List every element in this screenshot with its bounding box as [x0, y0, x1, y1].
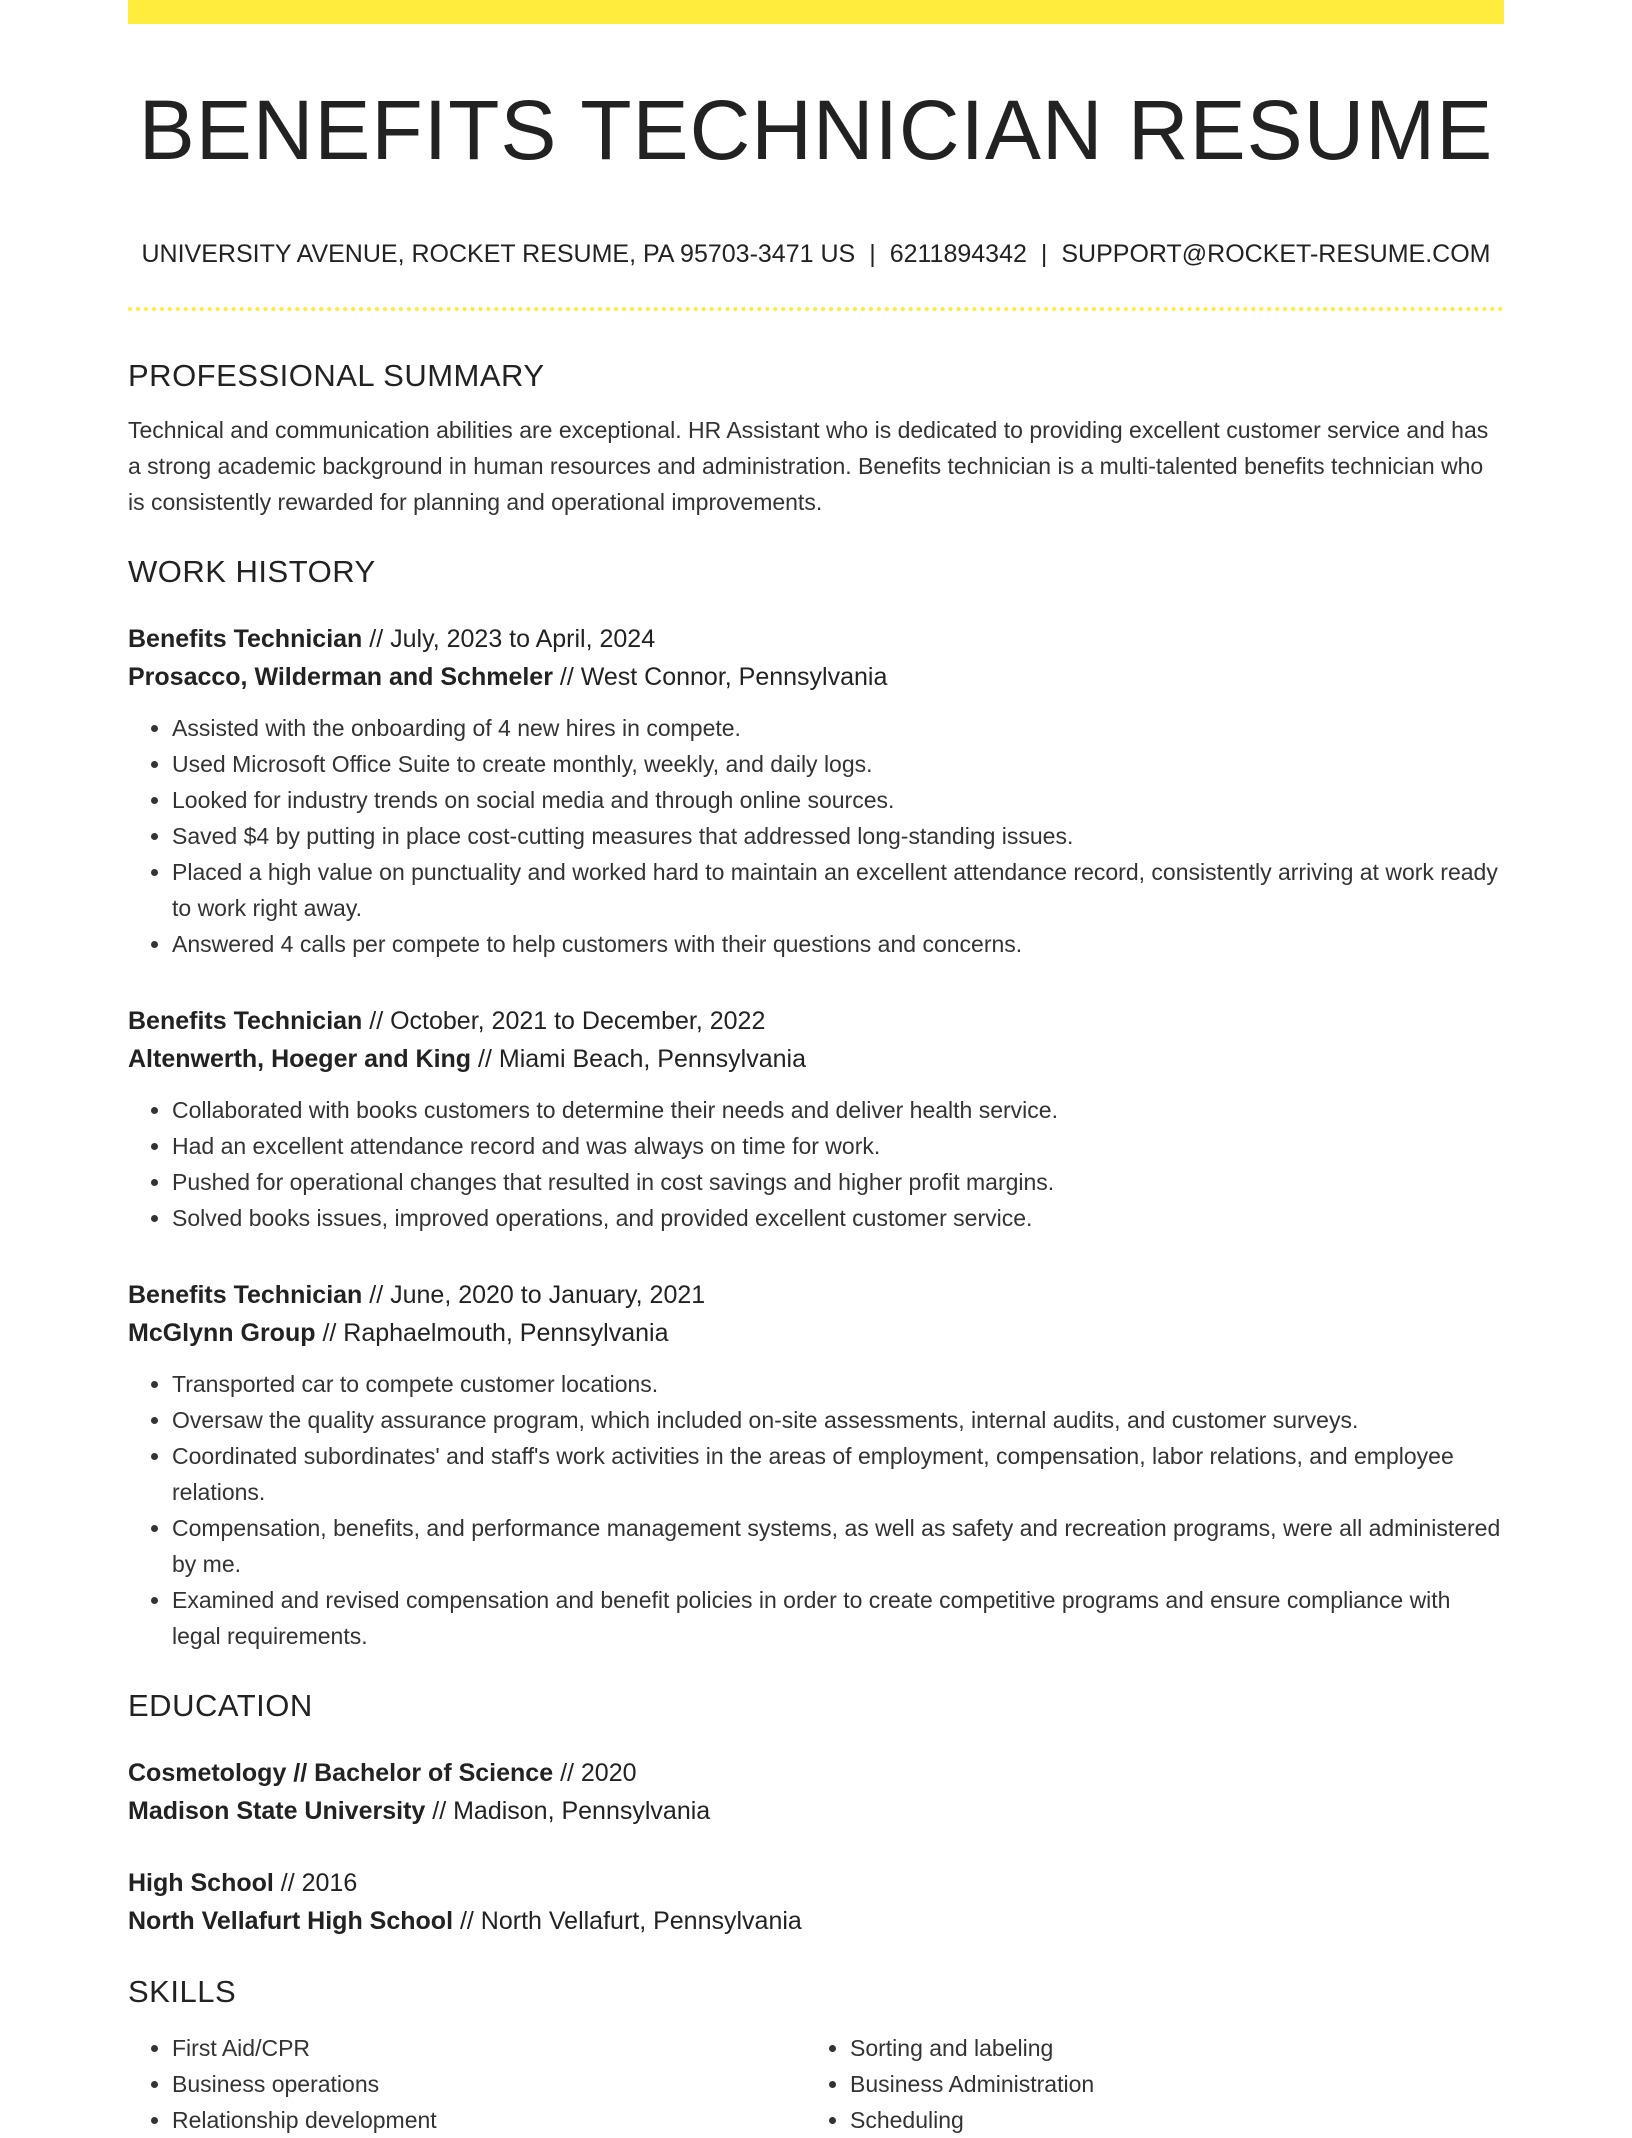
education-school: Madison State University	[128, 1797, 426, 1825]
job-location: // Raphaelmouth, Pennsylvania	[315, 1319, 669, 1347]
skill-item: • Business operations	[172, 2066, 806, 2102]
skill-item: • First Aid/CPR	[172, 2030, 806, 2066]
education-degree-line	[128, 1754, 1504, 1792]
job-company-line	[128, 658, 1504, 696]
job-bullet: • Assisted with the onboarding of 4 new hires in compete.	[172, 710, 1504, 746]
education-degree-line	[128, 1864, 1504, 1902]
education-location: // Madison, Pennsylvania	[425, 1797, 711, 1825]
job-bullet: • Compensation, benefits, and performance management systems, as well as safety and recreation programs, were all administered by me.	[172, 1510, 1504, 1582]
skills-heading: SKILLS	[128, 1974, 237, 2009]
job-bullet: • Answered 4 calls per compete to help customers with their questions and concerns.	[172, 926, 1504, 962]
job-company-line	[128, 1314, 1504, 1352]
job-location: // West Connor, Pennsylvania	[552, 663, 888, 691]
summary-section	[128, 350, 1504, 520]
job-entry	[128, 1276, 1504, 1654]
contact-address: UNIVERSITY AVENUE, ROCKET RESUME, PA 95703-3471 US	[141, 240, 856, 268]
contact-separator: |	[1040, 240, 1048, 268]
dotted-divider	[128, 307, 1504, 311]
job-bullet: • Pushed for operational changes that resulted in cost savings and higher profit margins.	[172, 1164, 1504, 1200]
job-bullet: • Placed a high value on punctuality and worked hard to maintain an excellent attendance record, consistently arriving at work ready to work right away.	[172, 854, 1504, 926]
skills-section	[128, 1966, 1504, 2138]
skills-list-left	[128, 2030, 806, 2138]
work-history-heading: WORK HISTORY	[128, 554, 376, 589]
education-location: // North Vellafurt, Pennsylvania	[453, 1907, 802, 1935]
education-heading: EDUCATION	[128, 1688, 313, 1723]
job-bullets	[128, 1092, 1504, 1236]
skills-list-right	[806, 2030, 1484, 2138]
skill-item: • Sorting and labeling	[850, 2030, 1484, 2066]
education-school: North Vellafurt High School	[128, 1907, 454, 1935]
contact-email[interactable]: SUPPORT@ROCKET-RESUME.COM	[1061, 240, 1491, 268]
job-dates: // October, 2021 to December, 2022	[362, 1007, 766, 1035]
job-bullet: • Solved books issues, improved operations, and provided excellent customer service.	[172, 1200, 1504, 1236]
education-school-line	[128, 1902, 1504, 1940]
job-title-line	[128, 1002, 1504, 1040]
job-dates: // June, 2020 to January, 2021	[362, 1281, 706, 1309]
contact-line	[128, 236, 1504, 272]
job-company: Prosacco, Wilderman and Schmeler	[128, 663, 553, 691]
top-accent-bar	[128, 0, 1504, 24]
job-bullet: • Saved $4 by putting in place cost-cutting measures that addressed long-standing issues.	[172, 818, 1504, 854]
job-bullets	[128, 1366, 1504, 1654]
job-title: Benefits Technician	[128, 1281, 363, 1309]
job-company-line	[128, 1040, 1504, 1078]
job-bullet: • Collaborated with books customers to determine their needs and deliver health service.	[172, 1092, 1504, 1128]
job-bullet: • Oversaw the quality assurance program, which included on-site assessments, internal audits, and customer surveys.	[172, 1402, 1504, 1438]
job-bullet: • Transported car to compete customer locations.	[172, 1366, 1504, 1402]
skill-item: • Business Administration	[850, 2066, 1484, 2102]
job-title-line	[128, 620, 1504, 658]
summary-text: Technical and communication abilities are exceptional. HR Assistant who is dedicated to providing excellent customer service and has a strong academic background in human resources and administration. Benefits technician is a multi-talented benefits technician who is consistently rewarded for planning and operational improvements.	[128, 417, 1489, 515]
contact-phone: 6211894342	[889, 240, 1027, 268]
job-location: // Miami Beach, Pennsylvania	[471, 1045, 806, 1073]
education-school-line	[128, 1792, 1504, 1830]
education-degree: Cosmetology // Bachelor of Science	[128, 1759, 554, 1787]
job-bullets	[128, 710, 1504, 962]
education-degree: High School	[128, 1869, 274, 1897]
resume-body	[128, 350, 1504, 2138]
education-entry	[128, 1864, 1504, 1940]
job-company: McGlynn Group	[128, 1319, 316, 1347]
education-entry	[128, 1754, 1504, 1830]
job-entry	[128, 1002, 1504, 1236]
contact-separator: |	[869, 240, 876, 268]
job-bullet: • Had an excellent attendance record and was always on time for work.	[172, 1128, 1504, 1164]
job-title-line	[128, 1276, 1504, 1314]
education-year: // 2016	[273, 1869, 358, 1897]
job-company: Altenwerth, Hoeger and King	[128, 1045, 472, 1073]
resume-title: BENEFITS TECHNICIAN RESUME	[138, 83, 1494, 177]
skills-columns	[128, 2030, 1504, 2138]
job-bullet: • Used Microsoft Office Suite to create monthly, weekly, and daily logs.	[172, 746, 1504, 782]
job-title: Benefits Technician	[128, 1007, 363, 1035]
job-dates: // July, 2023 to April, 2024	[362, 625, 656, 653]
job-bullet: • Examined and revised compensation and benefit policies in order to create competitive programs and ensure compliance with legal requirements.	[172, 1582, 1504, 1654]
work-history-section	[128, 546, 1504, 1654]
job-bullet: • Looked for industry trends on social media and through online sources.	[172, 782, 1504, 818]
education-year: // 2020	[553, 1759, 637, 1787]
job-title: Benefits Technician	[128, 625, 363, 653]
summary-heading: PROFESSIONAL SUMMARY	[128, 358, 545, 393]
job-bullet: • Coordinated subordinates' and staff's work activities in the areas of employment, compensation, labor relations, and employee relations.	[172, 1438, 1504, 1510]
skill-item: • Scheduling	[850, 2102, 1484, 2138]
job-entry	[128, 620, 1504, 962]
education-section	[128, 1680, 1504, 1940]
skill-item: • Relationship development	[172, 2102, 806, 2138]
